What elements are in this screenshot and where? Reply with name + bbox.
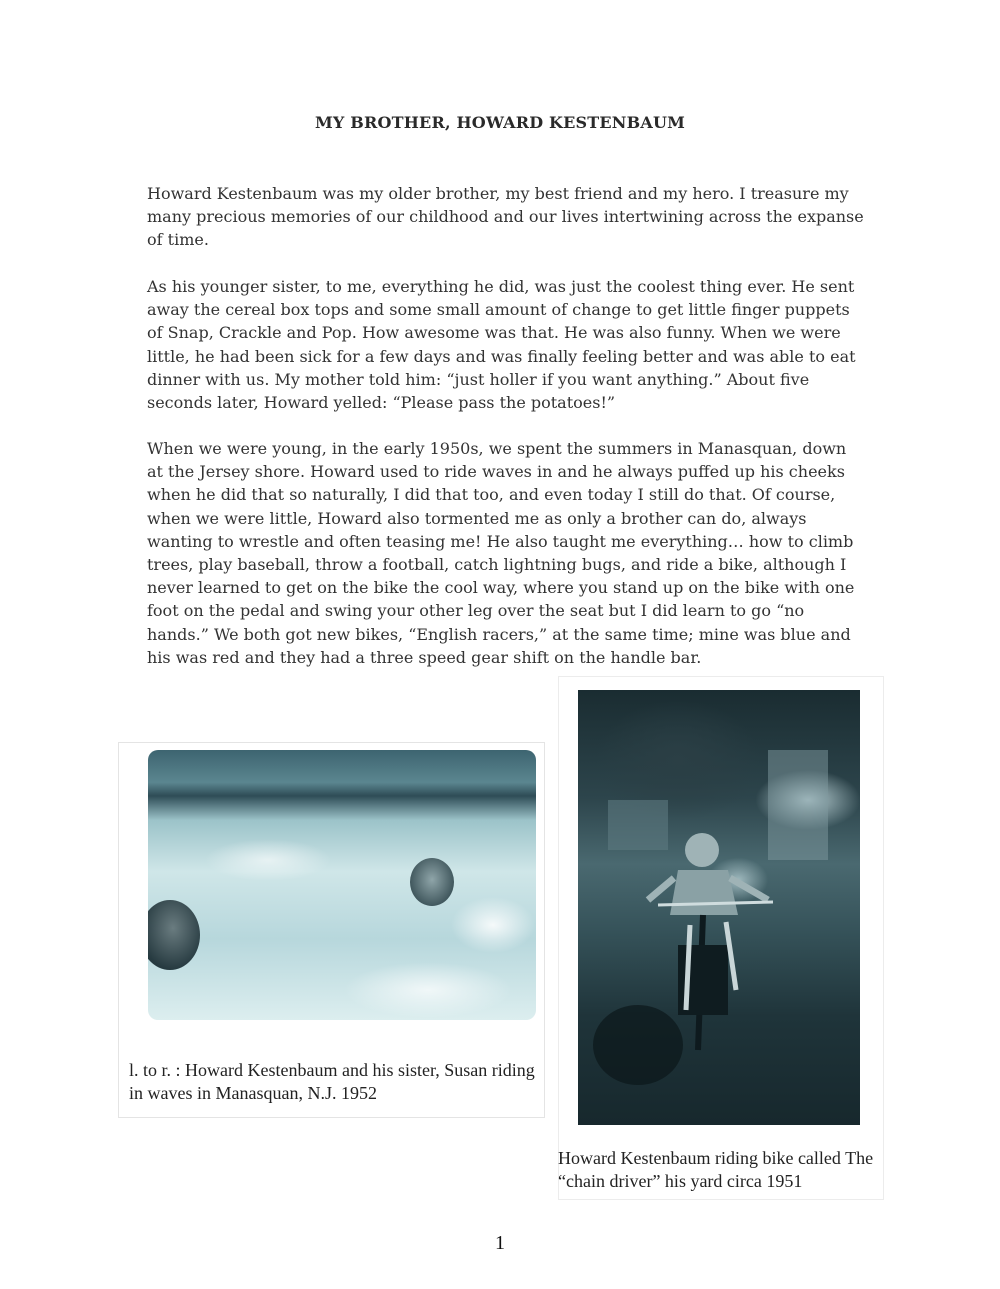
- paragraph-1: Howard Kestenbaum was my older brother, my best friend and my hero. I treasure my many precious memories of our childhood and our lives intertwining across the expanse of time.: [147, 184, 864, 250]
- girl-head-in-waves: [410, 858, 454, 906]
- page-number: 1: [495, 1232, 505, 1254]
- bike-rider-figure: [578, 690, 860, 1125]
- page-title: MY BROTHER, HOWARD KESTENBAUM: [314, 113, 686, 132]
- paragraph-3: When we were young, in the early 1950s, we spent the summers in Manasquan, down at the Jersey shore. Howard used to ride waves in and he always puffed up his cheeks when he did that so naturally, I did that too, and even today I still do that. Of course, when we were little, Howard also tormented me as only a brother can do, always wanting to wrestle and often teasing me! He also taught me everything… how to climb trees, play baseball, throw a football, catch lightning bugs, and ride a bike, although I never learned to get on the bike the cool way, where you stand up on the bike with one foot on the pedal and swing your other leg over the seat but I did learn to go “no hands.” We both got new bikes, “English racers,” at the same time; mine was blue and his was red and they had a three speed gear shift on the handle bar.: [147, 439, 855, 667]
- bike-photo-caption: Howard Kestenbaum riding bike called The “chain driver” his yard circa 1951: [558, 1148, 874, 1191]
- bike-photo: [578, 690, 860, 1125]
- paragraph-2: As his younger sister, to me, everything he did, was just the coolest thing ever. He sent away the cereal box tops and some small amount of change to get little finger puppets of Snap, Crackle and Pop. How awesome was that. He was also funny. When we were little, he had been sick for a few days and was finally feeling better and was able to eat dinner with us. My mother told him: “just holler if you want anything.” About five seconds later, Howard yelled: “Please pass the potatoes!”: [147, 277, 856, 413]
- waves-photo: [148, 750, 536, 1020]
- waves-photo-caption: l. to r. : Howard Kestenbaum and his sister, Susan riding in waves in Manasquan, N.J. 1952: [129, 1060, 535, 1103]
- boy-head-in-waves: [148, 900, 200, 970]
